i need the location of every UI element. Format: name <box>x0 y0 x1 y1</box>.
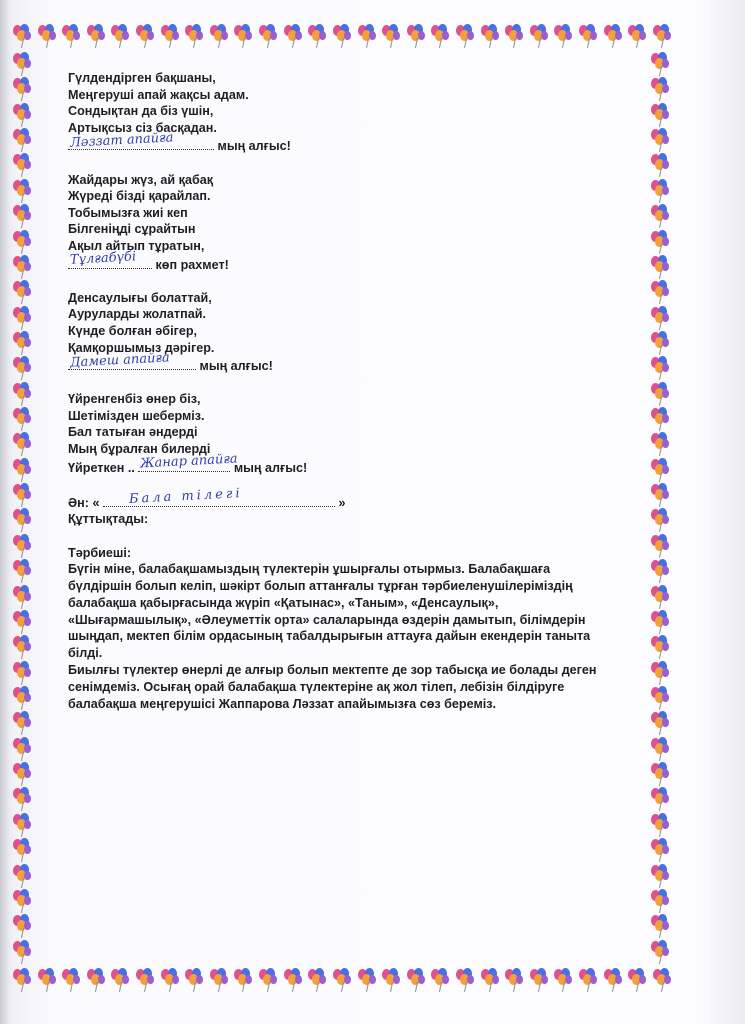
poem-line: Жайдары жүз, ай қабақ <box>68 172 214 187</box>
balloon-icon <box>504 24 526 48</box>
poem-fill-line <box>68 130 628 155</box>
poem-line: Меңгеруші апай жақсы адам. <box>68 87 249 102</box>
balloon-icon <box>652 968 674 992</box>
fill-suffix: мың алғыс! <box>217 139 291 154</box>
poem-stanza-2 <box>68 172 628 274</box>
balloon-icon <box>406 968 428 992</box>
balloon-icon <box>12 306 34 330</box>
paragraph-line: білді. <box>68 646 103 661</box>
poem-fill-line <box>68 451 628 477</box>
balloon-icon <box>650 179 672 203</box>
poem-fill-line <box>68 249 628 274</box>
paragraph-line: сенімдеміз. Осығаң орай балабақша түлектеріне ақ жол тілеп, лебізін білдіруге <box>68 679 565 694</box>
balloon-icon <box>12 737 34 761</box>
balloon-icon <box>37 968 59 992</box>
balloon-icon <box>650 280 672 304</box>
balloon-border-right <box>650 52 672 964</box>
balloon-icon <box>12 711 34 735</box>
balloon-icon <box>233 24 255 48</box>
balloon-icon <box>650 356 672 380</box>
balloon-icon <box>406 24 428 48</box>
balloon-icon <box>652 24 674 48</box>
poem-stanza-3 <box>68 290 628 375</box>
balloon-icon <box>12 864 34 888</box>
poem-line: Үйренгенбіз өнер біз, <box>68 392 201 407</box>
paragraph-line: балабақша қабырғасында жүріп «Қатынас», «Таным», «Денсаулық», <box>68 595 499 610</box>
balloon-icon <box>135 968 157 992</box>
congratulated-label: Құттықтады: <box>68 512 149 527</box>
balloon-icon <box>12 686 34 710</box>
poem-line: Бал татыған әндерді <box>68 425 198 440</box>
handwritten-fill-blank <box>138 451 239 472</box>
song-close-quote: » <box>338 495 346 510</box>
balloon-icon <box>160 968 182 992</box>
balloon-icon <box>12 787 34 811</box>
balloon-icon <box>12 534 34 558</box>
balloon-icon <box>650 661 672 685</box>
poem-line: Ақыл айтып тұратын, <box>68 238 205 253</box>
handwritten-fill-blank <box>68 249 152 269</box>
balloon-icon <box>12 762 34 786</box>
balloon-icon <box>480 968 502 992</box>
teacher-paragraph-2 <box>68 662 628 712</box>
balloon-icon <box>12 77 34 101</box>
balloon-icon <box>12 179 34 203</box>
balloon-icon <box>650 787 672 811</box>
balloon-icon <box>86 24 108 48</box>
balloon-icon <box>650 153 672 177</box>
balloon-icon <box>553 24 575 48</box>
balloon-icon <box>12 103 34 127</box>
balloon-icon <box>553 968 575 992</box>
balloon-icon <box>650 914 672 938</box>
balloon-icon <box>12 153 34 177</box>
balloon-icon <box>650 432 672 456</box>
balloon-icon <box>12 407 34 431</box>
balloon-icon <box>184 24 206 48</box>
balloon-icon <box>332 968 354 992</box>
balloon-icon <box>650 458 672 482</box>
handwritten-song-title: Бала тілегі <box>128 486 243 508</box>
poem-line: Сондықтан да біз үшін, <box>68 104 214 119</box>
paragraph-line: Бүгін міне, балабақшамыздың түлектерін ұшырғалы отырмыз. Балабақшаға <box>68 562 551 577</box>
balloon-icon <box>650 889 672 913</box>
balloon-icon <box>12 331 34 355</box>
poem-line: Қамқоршымыз дәрігер. <box>68 340 215 355</box>
balloon-icon <box>650 940 672 964</box>
poem-line: Ауруларды жолатпай. <box>68 307 206 322</box>
poem-line: Денсаулығы болаттай, <box>68 290 212 305</box>
balloon-icon <box>209 968 231 992</box>
handwritten-fill-blank <box>68 130 214 151</box>
balloon-border-top <box>12 24 674 48</box>
poem-line: Күнде болған әбігер, <box>68 323 198 338</box>
balloon-icon <box>430 968 452 992</box>
balloon-icon <box>12 889 34 913</box>
balloon-icon <box>650 610 672 634</box>
balloon-icon <box>650 52 672 76</box>
paragraph-line: бүлдіршін болып келіп, шәкірт болып аттанғалы тұрған тәрбиеленушілеріміздің <box>68 579 573 594</box>
poem-fill-line <box>68 349 628 375</box>
balloon-icon <box>307 24 329 48</box>
poem-line: Гүлдендірген бақшаны, <box>68 71 216 85</box>
balloon-icon <box>12 280 34 304</box>
balloon-icon <box>12 204 34 228</box>
balloon-icon <box>135 24 157 48</box>
balloon-icon <box>12 813 34 837</box>
balloon-icon <box>650 204 672 228</box>
poem-line: Білгеніңді сұрайтын <box>68 222 196 237</box>
handwritten-name: Дамеш апайға <box>69 349 171 371</box>
balloon-icon <box>12 52 34 76</box>
handwritten-fill-blank <box>68 349 196 371</box>
balloon-icon <box>381 968 403 992</box>
teacher-label: Тәрбиеші: <box>68 545 132 560</box>
poem-line: Шетімізден шеберміз. <box>68 408 205 423</box>
balloon-icon <box>12 508 34 532</box>
balloon-icon <box>12 968 34 992</box>
balloon-icon <box>12 585 34 609</box>
balloon-icon <box>307 968 329 992</box>
balloon-icon <box>233 968 255 992</box>
balloon-icon <box>650 382 672 406</box>
paragraph-line: шыңдап, мектеп білім ордасының табалдырығын аттауға дайын екендерін таныта <box>68 629 591 644</box>
balloon-border-bottom <box>12 968 674 992</box>
balloon-icon <box>12 483 34 507</box>
poem-line: Тобымызға жиі кеп <box>68 205 188 220</box>
balloon-icon <box>357 968 379 992</box>
balloon-icon <box>650 711 672 735</box>
balloon-icon <box>627 24 649 48</box>
poem-line: Артықсыз сіз басқадан. <box>68 120 217 135</box>
balloon-icon <box>258 24 280 48</box>
document-text <box>68 70 628 712</box>
balloon-icon <box>650 737 672 761</box>
balloon-icon <box>283 24 305 48</box>
poem-line: Мың бұралған билерді <box>68 442 211 457</box>
balloon-icon <box>650 128 672 152</box>
balloon-icon <box>12 24 34 48</box>
balloon-icon <box>357 24 379 48</box>
balloon-icon <box>504 968 526 992</box>
balloon-icon <box>650 762 672 786</box>
balloon-icon <box>86 968 108 992</box>
balloon-icon <box>650 483 672 507</box>
balloon-icon <box>332 24 354 48</box>
balloon-icon <box>381 24 403 48</box>
paragraph-line: Биылғы түлектер өнерлі де алғыр болып мектепте де зор табысқа ие болады деген <box>68 663 597 677</box>
fill-suffix: мың алғыс! <box>199 359 273 374</box>
balloon-icon <box>603 24 625 48</box>
page-edge <box>709 0 745 1024</box>
balloon-icon <box>650 103 672 127</box>
balloon-icon <box>184 968 206 992</box>
fill-suffix: мың алғыс! <box>233 460 308 475</box>
balloon-icon <box>12 432 34 456</box>
song-section <box>68 486 628 528</box>
song-label: Ән: « <box>68 495 100 510</box>
teacher-section <box>68 545 628 713</box>
balloon-icon <box>61 24 83 48</box>
balloon-icon <box>12 940 34 964</box>
fill-suffix: көп рахмет! <box>155 257 229 272</box>
balloon-icon <box>650 331 672 355</box>
balloon-icon <box>12 635 34 659</box>
paragraph-line: «Шығармашылық», «Әлеуметтік орта» салаларында өздерін дамытып, білімдерін <box>68 612 586 627</box>
balloon-icon <box>12 382 34 406</box>
balloon-icon <box>12 458 34 482</box>
balloon-icon <box>12 255 34 279</box>
balloon-icon <box>12 128 34 152</box>
song-line <box>68 486 628 512</box>
binding-shadow <box>0 0 10 1024</box>
balloon-icon <box>650 838 672 862</box>
balloon-icon <box>37 24 59 48</box>
balloon-icon <box>650 635 672 659</box>
balloon-icon <box>578 968 600 992</box>
balloon-icon <box>650 559 672 583</box>
balloon-icon <box>627 968 649 992</box>
balloon-icon <box>12 559 34 583</box>
balloon-icon <box>12 610 34 634</box>
balloon-icon <box>650 77 672 101</box>
balloon-icon <box>650 306 672 330</box>
balloon-icon <box>430 24 452 48</box>
balloon-icon <box>12 838 34 862</box>
poem-line: Жүреді бізді қарайлап. <box>68 189 211 204</box>
balloon-icon <box>650 813 672 837</box>
line-prefix: Үйреткен .. <box>68 460 135 475</box>
balloon-icon <box>110 968 132 992</box>
balloon-icon <box>283 968 305 992</box>
balloon-icon <box>650 508 672 532</box>
handwritten-name: Тұлғабүбі <box>69 249 137 268</box>
handwritten-name: Жанар апайға <box>139 451 239 472</box>
balloon-icon <box>12 914 34 938</box>
balloon-icon <box>650 255 672 279</box>
balloon-icon <box>480 24 502 48</box>
balloon-icon <box>12 661 34 685</box>
balloon-icon <box>603 968 625 992</box>
balloon-icon <box>12 356 34 380</box>
poem-stanza-1 <box>68 70 628 155</box>
paragraph-line: балабақша меңгерушісі Жаппарова Ләззат апайымызға сөз береміз. <box>68 696 497 711</box>
poem-stanza-4 <box>68 391 628 476</box>
balloon-icon <box>110 24 132 48</box>
song-title-blank <box>103 486 335 508</box>
balloon-icon <box>529 24 551 48</box>
balloon-icon <box>61 968 83 992</box>
balloon-icon <box>578 24 600 48</box>
balloon-icon <box>455 968 477 992</box>
balloon-border-left <box>12 52 34 964</box>
balloon-icon <box>650 407 672 431</box>
balloon-icon <box>650 686 672 710</box>
balloon-icon <box>258 968 280 992</box>
balloon-icon <box>529 968 551 992</box>
balloon-icon <box>650 230 672 254</box>
balloon-icon <box>12 230 34 254</box>
handwritten-name: Ләззат апайға <box>69 130 174 151</box>
balloon-icon <box>650 864 672 888</box>
balloon-icon <box>650 585 672 609</box>
balloon-icon <box>455 24 477 48</box>
balloon-icon <box>160 24 182 48</box>
balloon-icon <box>650 534 672 558</box>
balloon-icon <box>209 24 231 48</box>
teacher-paragraph-1 <box>68 561 628 662</box>
